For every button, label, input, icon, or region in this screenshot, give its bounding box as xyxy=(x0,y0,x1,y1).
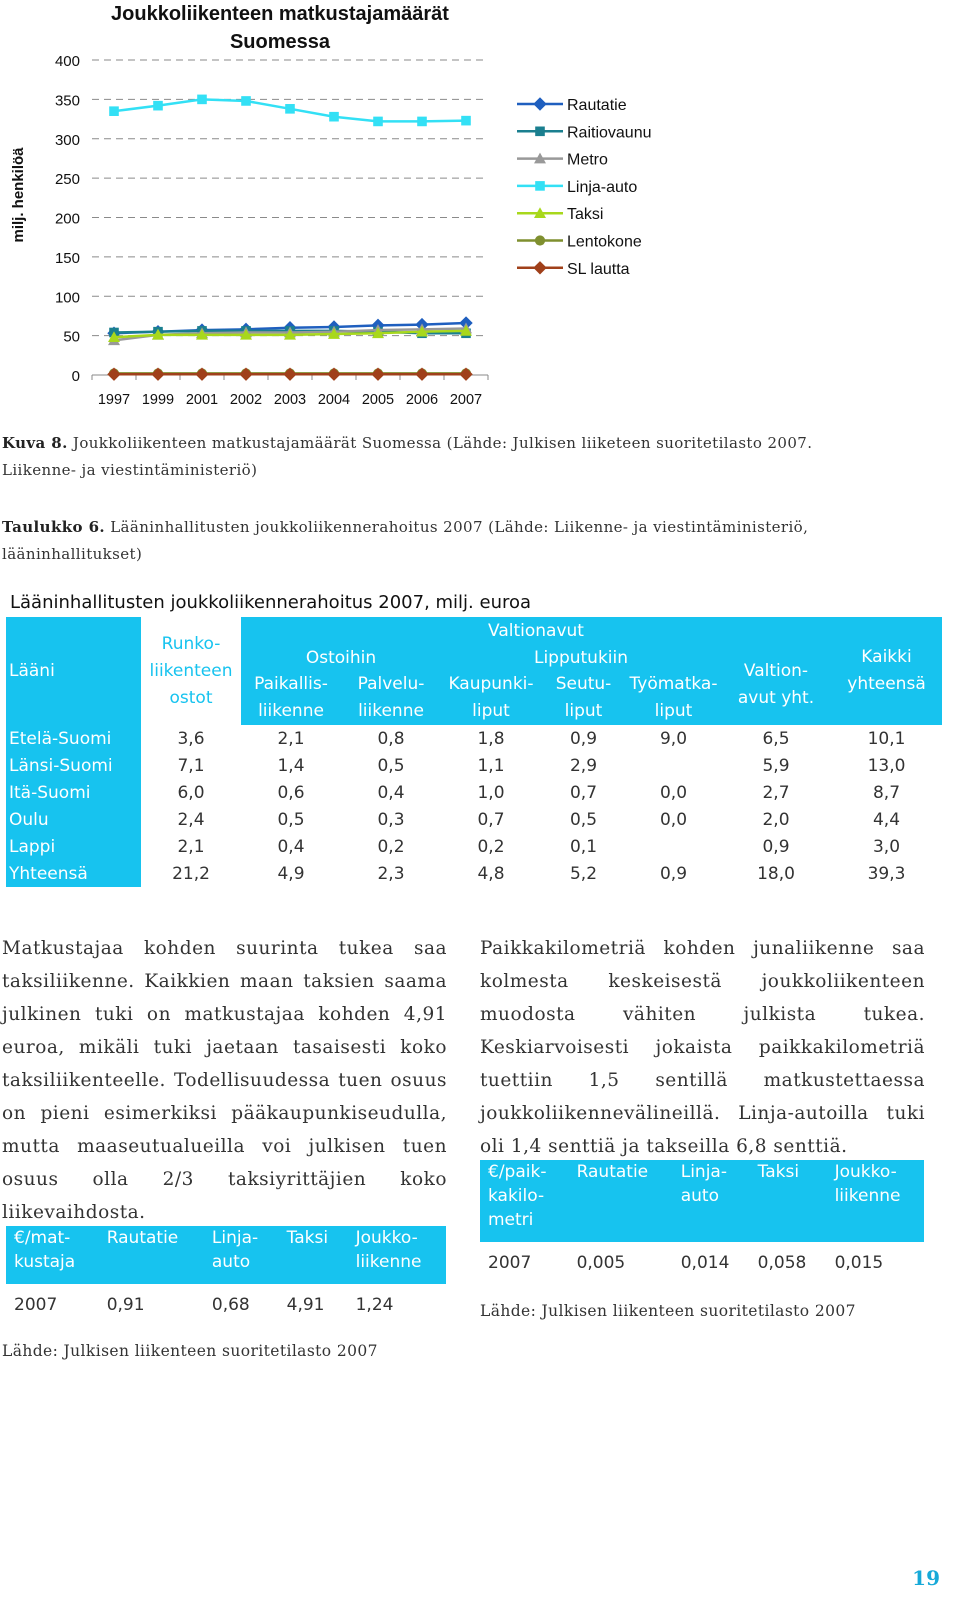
table-cell: 2,9 xyxy=(569,755,598,776)
table-cell: 1,0 xyxy=(477,782,505,803)
left-cost-table-row xyxy=(6,1284,446,1326)
figure-caption-text: Joukkoliikenteen matkustajamäärät Suomessa (Lähde: Julkisen liiketeen suoritetilasto 2007. Liikenne- ja viestintäministeriö) xyxy=(2,434,813,479)
header-kaikki xyxy=(831,617,942,725)
x-tick-label: 2004 xyxy=(317,392,351,408)
left-th-0-text: €/mat- kustaja xyxy=(14,1228,76,1272)
y-tick-label: 50 xyxy=(63,328,80,346)
table-cell: 0,7 xyxy=(477,809,505,830)
table-cell: 9,0 xyxy=(659,728,688,749)
right-th-2-text: Linja- auto xyxy=(680,1162,727,1206)
table-cell: 3,0 xyxy=(872,836,901,857)
table-cell: 0,0 xyxy=(659,809,688,830)
table-cell: 5,2 xyxy=(569,863,598,884)
legend-label: SL lautta xyxy=(567,260,630,278)
header-paikallis-text: Paikallis- liikenne xyxy=(254,674,328,721)
line-chart xyxy=(0,0,700,425)
header-kaupunki-text: Kaupunki- liput xyxy=(448,674,534,721)
left-th-1 xyxy=(99,1226,204,1284)
x-tick-label: 2005 xyxy=(361,392,395,408)
table-cell: 2,3 xyxy=(377,863,405,884)
left-td-2: 0,68 xyxy=(211,1295,250,1315)
header-valtionavut: Valtionavut xyxy=(241,617,831,644)
table-cell: 39,3 xyxy=(867,863,906,884)
left-td-1: 0,91 xyxy=(106,1295,145,1315)
x-tick-label: 1999 xyxy=(141,392,175,408)
data-point xyxy=(108,368,120,380)
y-tick-label: 400 xyxy=(54,53,80,70)
right-th-4-text: Joukko- liikenne xyxy=(834,1162,901,1206)
data-point xyxy=(417,117,427,127)
right-th-2 xyxy=(673,1160,750,1242)
page-number: 19 xyxy=(912,1566,940,1590)
x-tick-label: 2006 xyxy=(405,392,439,408)
table-cell xyxy=(626,833,721,860)
y-tick-label: 0 xyxy=(71,368,80,385)
left-paragraph: Matkustajaa kohden suurinta tukea saa taksiliikenne. Kaikkien maan taksien saama julkinen tuki on matkustajaa kohden 4,91 euroa, mikäli tuki jaetaan tasaisesti koko taksiliikenteelle. Todellisuudessa tuen osuus on pieni esimerkiksi pääkaupunkiseudulla, mutta maaseutualueilla voi julkisen tuen osuus olla 2/3 taksiyrittäjien koko liikevaihdosta. xyxy=(2,938,447,1223)
legend-label: Linja-auto xyxy=(567,178,638,196)
right-cost-table-row xyxy=(480,1242,924,1284)
data-point xyxy=(461,116,471,126)
y-tick-label: 300 xyxy=(54,131,80,149)
table-cell: 0,4 xyxy=(277,836,305,857)
legend-item xyxy=(517,152,608,169)
table-cell: 0,0 xyxy=(659,782,688,803)
figure-caption-label: Kuva 8. xyxy=(2,434,68,452)
right-source: Lähde: Julkisen liikenteen suoritetilasto 2007 xyxy=(480,1302,856,1320)
table-cell: 0,7 xyxy=(569,782,598,803)
table-cell: 0,2 xyxy=(477,836,505,857)
data-point xyxy=(535,127,545,137)
header-laani: Lääni xyxy=(6,617,141,725)
left-th-1-text: Rautatie xyxy=(106,1228,179,1248)
header-seutu-text: Seutu- liput xyxy=(555,674,612,721)
header-lipputukiin: Lipputukiin xyxy=(441,644,721,671)
table-cell: 0,9 xyxy=(762,836,790,857)
left-source: Lähde: Julkisen liikenteen suoritetilasto 2007 xyxy=(2,1342,378,1360)
legend-label: Raitiovaunu xyxy=(567,124,652,142)
table-cell: 0,9 xyxy=(569,728,598,749)
left-td-3: 4,91 xyxy=(286,1295,325,1315)
header-runko xyxy=(141,617,241,725)
right-th-1 xyxy=(569,1160,673,1242)
header-kaupunki xyxy=(441,671,541,725)
table-cell: 0,8 xyxy=(377,728,405,749)
data-point xyxy=(328,368,340,380)
left-cost-table-header xyxy=(6,1226,446,1284)
right-td-4: 0,015 xyxy=(834,1253,884,1273)
left-th-0 xyxy=(6,1226,99,1284)
table-cell: 2,1 xyxy=(277,728,305,749)
data-point xyxy=(373,117,383,127)
table-cell: 0,4 xyxy=(377,782,405,803)
table-row xyxy=(6,833,942,860)
header-valtionavut-yht-text: Valtion- avut yht. xyxy=(737,660,815,708)
table-cell: 1,1 xyxy=(477,755,505,776)
data-point xyxy=(241,96,251,106)
table-cell: 1,8 xyxy=(477,728,505,749)
y-tick-label: 200 xyxy=(54,210,80,228)
table-row xyxy=(6,860,942,887)
data-point xyxy=(109,106,119,116)
data-point xyxy=(329,112,339,122)
right-td-0: 2007 xyxy=(488,1253,532,1273)
table-cell: 0,9 xyxy=(659,863,688,884)
header-seutu xyxy=(541,671,626,725)
table-cell: 4,8 xyxy=(477,863,505,884)
right-td-3: 0,058 xyxy=(757,1253,807,1273)
table-cell xyxy=(626,752,721,779)
right-td-1: 0,005 xyxy=(576,1253,626,1273)
table-row xyxy=(6,725,942,752)
y-tick-label: 350 xyxy=(54,92,80,110)
chart-series xyxy=(108,95,472,381)
left-th-4 xyxy=(348,1226,446,1284)
funding-table xyxy=(6,617,942,887)
table-cell: 0,1 xyxy=(569,836,598,857)
right-th-0 xyxy=(480,1160,569,1242)
legend-label: Metro xyxy=(567,151,608,169)
data-point xyxy=(416,368,428,380)
table-cell: 4,9 xyxy=(277,863,305,884)
table-cell: 2,0 xyxy=(762,809,790,830)
table-cell: 0,5 xyxy=(277,809,305,830)
header-palvelu xyxy=(341,671,441,725)
row-label: Lappi xyxy=(6,833,141,860)
right-th-1-text: Rautatie xyxy=(576,1162,649,1182)
data-point xyxy=(197,95,207,105)
left-th-3-text: Taksi xyxy=(286,1228,329,1248)
header-palvelu-text: Palvelu- liikenne xyxy=(357,674,425,721)
left-td-4: 1,24 xyxy=(355,1295,394,1315)
row-label: Itä-Suomi xyxy=(6,779,141,806)
chart-y-axis-label: milj. henkilöä xyxy=(10,147,27,243)
data-point xyxy=(240,368,252,380)
legend-item xyxy=(517,179,637,196)
left-td-0: 2007 xyxy=(14,1295,58,1315)
x-tick-label: 1997 xyxy=(97,392,131,408)
figure-caption xyxy=(2,430,822,484)
table-cell: 0,5 xyxy=(377,755,405,776)
row-label: Länsi-Suomi xyxy=(6,752,141,779)
table-caption xyxy=(2,514,822,568)
header-tyomatka-text: Työmatka- liput xyxy=(629,674,718,721)
left-cost-table xyxy=(6,1226,446,1326)
series-sl-lautta xyxy=(108,368,472,380)
table-cell: 0,3 xyxy=(377,809,405,830)
right-th-4 xyxy=(827,1160,924,1242)
header-ostoihin: Ostoihin xyxy=(241,644,441,671)
data-point xyxy=(534,98,546,110)
table-row xyxy=(6,806,942,833)
legend-item xyxy=(517,124,652,141)
header-valtionavut-yht xyxy=(721,644,831,725)
table-cell: 13,0 xyxy=(867,755,906,776)
left-th-4-text: Joukko- liikenne xyxy=(355,1228,422,1272)
row-label: Oulu xyxy=(6,806,141,833)
table-cell: 0,2 xyxy=(377,836,405,857)
x-tick-label: 2002 xyxy=(229,392,263,408)
table-cell: 0,5 xyxy=(569,809,598,830)
data-point xyxy=(285,104,295,114)
chart-legend xyxy=(517,97,652,278)
table-caption-label: Taulukko 6. xyxy=(2,518,106,536)
header-kaikki-text: Kaikki yhteensä xyxy=(847,647,926,694)
header-runko-text: Runko- liikenteen ostot xyxy=(149,633,233,708)
table-cell: 8,7 xyxy=(872,782,901,803)
data-point xyxy=(535,235,545,245)
data-point xyxy=(535,181,545,191)
legend-label: Rautatie xyxy=(567,97,627,114)
row-label: Yhteensä xyxy=(6,860,141,887)
data-point xyxy=(460,368,472,380)
x-tick-label: 2007 xyxy=(449,392,483,408)
data-point xyxy=(152,368,164,380)
chart-y-ticks xyxy=(55,53,80,385)
header-paikallis xyxy=(241,671,341,725)
x-tick-label: 2001 xyxy=(185,392,219,408)
table-cell: 5,9 xyxy=(762,755,790,776)
table-cell: 18,0 xyxy=(757,863,795,884)
right-paragraph: Paikkakilometriä kohden junaliikenne saa kolmesta keskeisestä joukkoliikenteen muodosta vähiten julkista tukea. Keskiarvoisesti jokaista paikkakilometriä tuettiin 1,5 sentillä matkustettaessa joukkoliikennevälineillä. Linja-autoilla tuki oli 1,4 senttiä ja takseilla 6,8 senttiä. xyxy=(480,938,925,1157)
table-cell: 2,4 xyxy=(177,809,205,830)
right-td-2: 0,014 xyxy=(680,1253,730,1273)
left-th-2 xyxy=(204,1226,279,1284)
funding-table-body xyxy=(6,725,942,887)
data-point xyxy=(196,368,208,380)
data-point xyxy=(534,262,546,274)
right-cost-table-header xyxy=(480,1160,924,1242)
y-tick-label: 100 xyxy=(54,289,80,307)
legend-label: Lentokone xyxy=(567,233,642,251)
legend-item xyxy=(517,97,627,114)
table-row xyxy=(6,752,942,779)
table-cell: 4,4 xyxy=(872,809,901,830)
left-th-2-text: Linja- auto xyxy=(211,1228,259,1272)
data-point xyxy=(153,101,163,111)
table-cell: 21,2 xyxy=(172,863,210,884)
right-th-3-text: Taksi xyxy=(757,1162,800,1182)
table-cell: 3,6 xyxy=(177,728,205,749)
chart-title-line1: Joukkoliikenteen matkustajamäärät xyxy=(111,3,449,25)
table-cell: 6,5 xyxy=(762,728,790,749)
table-caption-text: Lääninhallitusten joukkoliikennerahoitus 2007 (Lähde: Liikenne- ja viestintäministeriö, lääninhallitukset) xyxy=(2,518,809,563)
x-tick-label: 2003 xyxy=(273,392,307,408)
legend-item xyxy=(517,234,642,251)
table-cell: 0,6 xyxy=(277,782,305,803)
data-point xyxy=(372,368,384,380)
table-row xyxy=(6,779,942,806)
chart-title-line2: Suomessa xyxy=(229,31,331,53)
table-cell: 6,0 xyxy=(177,782,205,803)
right-th-3 xyxy=(750,1160,827,1242)
y-tick-label: 150 xyxy=(54,249,80,267)
legend-item xyxy=(517,206,603,223)
left-th-3 xyxy=(279,1226,348,1284)
right-th-0-text: €/paik- kakilo- metri xyxy=(488,1162,547,1230)
table-cell: 7,1 xyxy=(177,755,205,776)
table-cell: 2,7 xyxy=(762,782,790,803)
main-table-title: Lääninhallitusten joukkoliikennerahoitus 2007, milj. euroa xyxy=(10,592,532,613)
row-label: Etelä-Suomi xyxy=(6,725,141,752)
right-cost-table xyxy=(480,1160,924,1284)
header-tyomatka xyxy=(626,671,721,725)
y-tick-label: 250 xyxy=(54,171,80,189)
table-cell: 10,1 xyxy=(867,728,906,749)
legend-label: Taksi xyxy=(567,206,604,224)
table-cell: 1,4 xyxy=(277,755,305,776)
data-point xyxy=(284,368,296,380)
table-cell: 2,1 xyxy=(177,836,205,857)
legend-item xyxy=(517,261,630,278)
